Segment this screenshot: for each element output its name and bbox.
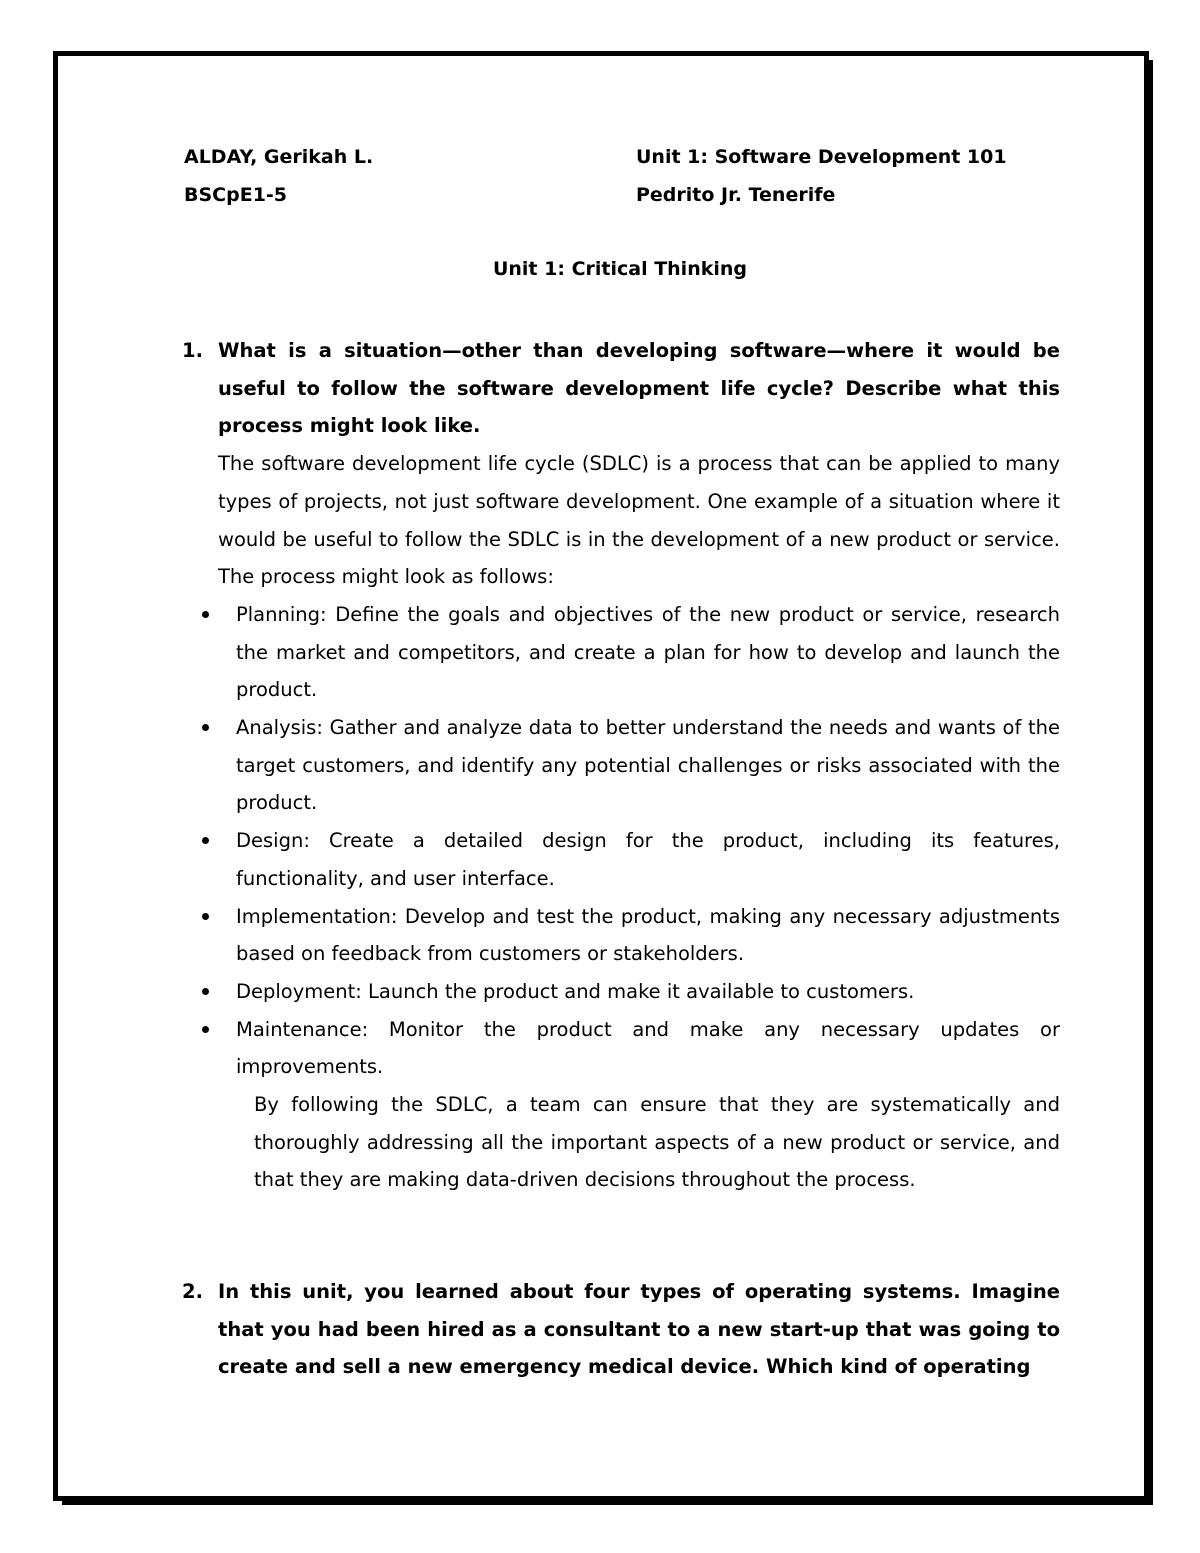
answer-intro: The software development life cycle (SDLC) is a process that can be applied to many types of projects, not just software development. One example of a situation where it would be useful to follow the SDLC is in the development of a new product or service. The process might look as follows: xyxy=(218,452,1060,589)
bullet-icon xyxy=(202,988,209,995)
list-item-text: Design: Create a detailed design for the product, including its features, functionality, and user interface. xyxy=(236,829,1060,890)
list-item xyxy=(236,1011,1060,1086)
question-2 xyxy=(165,1273,1060,1386)
list-item-text: Analysis: Gather and analyze data to better understand the needs and wants of the target customers, and identify any potential challenges or risks associated with the product. xyxy=(236,716,1060,815)
sdlc-phase-list xyxy=(165,596,1060,1086)
question-1 xyxy=(165,332,1060,1199)
list-item xyxy=(236,709,1060,822)
question-text: In this unit, you learned about four types of operating systems. Imagine that you had been hired as a consultant to a new start-up that was going to create and sell a new emergency medical device. Which kind of operating xyxy=(218,1280,1060,1379)
bullet-icon xyxy=(202,837,209,844)
list-item xyxy=(236,898,1060,973)
list-item-text: Deployment: Launch the product and make it available to customers. xyxy=(236,979,915,1003)
student-section: BSCpE1-5 xyxy=(184,184,288,206)
list-item-text: Planning: Define the goals and objectives of the new product or service, research the market and competitors, and create a plan for how to develop and launch the product. xyxy=(236,602,1060,702)
question-text: What is a situation—other than developing software—where it would be useful to follow the software development life cycle? Describe what this process might look like. xyxy=(218,339,1060,438)
list-item xyxy=(236,973,1060,1011)
list-item-text: Implementation: Develop and test the product, making any necessary adjustments based on feedback from customers or stakeholders. xyxy=(236,904,1060,966)
list-item xyxy=(236,596,1060,709)
instructor-name: Pedrito Jr. Tenerife xyxy=(636,184,836,206)
list-item xyxy=(236,822,1060,897)
bullet-icon xyxy=(202,1026,209,1033)
bullet-icon xyxy=(202,611,209,618)
course-title: Unit 1: Software Development 101 xyxy=(636,146,1007,168)
bullet-icon xyxy=(202,913,209,920)
student-name: ALDAY, Gerikah L. xyxy=(184,146,374,168)
question-number: 2. xyxy=(182,1280,203,1303)
page-title: Unit 1: Critical Thinking xyxy=(492,258,748,280)
bullet-icon xyxy=(202,724,209,731)
question-number: 1. xyxy=(182,339,203,362)
answer-closing: By following the SDLC, a team can ensure that they are systematically and thoroughly addressing all the important aspects of a new product or service, and that they are making data-driven decisions throughout the process. xyxy=(254,1093,1060,1192)
list-item-text: Maintenance: Monitor the product and make any necessary updates or improvements. xyxy=(236,1017,1060,1079)
